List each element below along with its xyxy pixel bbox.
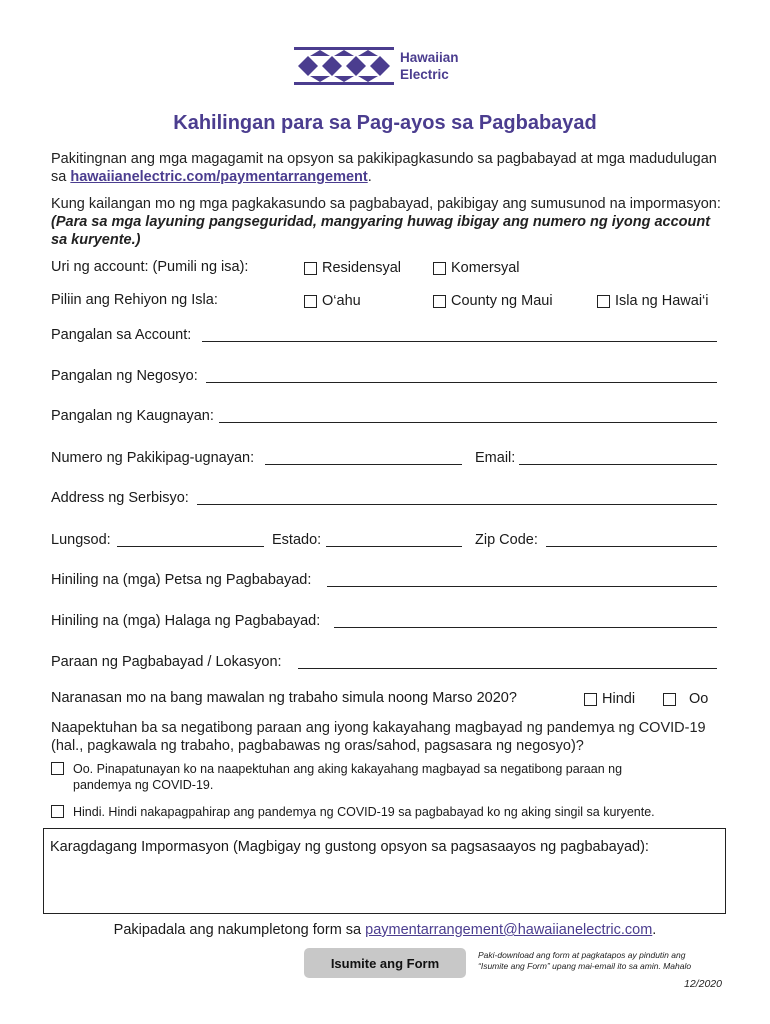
send-email-link[interactable]: paymentarrangement@hawaiianelectric.com bbox=[365, 922, 653, 938]
email-label: Email: bbox=[475, 450, 516, 466]
commercial-label: Komersyal bbox=[451, 260, 520, 276]
checkbox-icon[interactable] bbox=[433, 262, 446, 275]
account-name-label: Pangalan sa Account: bbox=[51, 327, 192, 343]
email-input[interactable] bbox=[519, 451, 717, 465]
covid-question: Naapektuhan ba sa negatibong paraan ang iyong kakayahang magbayad ng pandemya ng COVID-19 (hal., pagkawala ng trabaho, pagbabawas ng oras/sahod, pagsasara ng negosyo)? bbox=[51, 720, 706, 754]
requested-amounts-input[interactable] bbox=[334, 614, 717, 628]
hawaii-island-checkbox[interactable] bbox=[597, 293, 709, 309]
job-loss-yes-checkbox[interactable] bbox=[663, 691, 708, 707]
revision-date: 12/2020 bbox=[684, 978, 722, 990]
maui-county-checkbox[interactable] bbox=[433, 293, 553, 309]
business-name-label: Pangalan ng Negosyo: bbox=[51, 368, 198, 384]
maui-label: County ng Maui bbox=[451, 293, 553, 309]
covid-yes-label: Oo. Pinapatunayan ko na naapektuhan ang aking kakayahang magbayad sa negatibong paraan ng pandemya ng COVID-19. bbox=[73, 762, 623, 792]
city-input[interactable] bbox=[117, 533, 264, 547]
page-title: Kahilingan para sa Pag-ayos sa Pagbabayad bbox=[173, 112, 597, 134]
instructions-paragraph bbox=[51, 195, 721, 249]
contact-number-label: Numero ng Pakikipag-ugnayan: bbox=[51, 450, 255, 466]
state-label: Estado: bbox=[272, 532, 322, 548]
send-instructions bbox=[0, 922, 770, 938]
intro-paragraph bbox=[51, 150, 721, 186]
checkbox-icon[interactable] bbox=[51, 762, 64, 775]
checkbox-icon[interactable] bbox=[51, 805, 64, 818]
zip-input[interactable] bbox=[546, 533, 717, 547]
additional-info-textarea[interactable] bbox=[43, 828, 726, 914]
checkbox-icon[interactable] bbox=[584, 693, 597, 706]
island-label: Piliin ang Rehiyon ng Isla: bbox=[51, 292, 218, 308]
job-loss-no-label: Hindi bbox=[602, 691, 636, 707]
job-loss-no-checkbox[interactable] bbox=[584, 691, 635, 707]
payment-method-input[interactable] bbox=[298, 655, 717, 669]
job-loss-yes-label: Oo bbox=[689, 691, 709, 707]
requested-amounts-label: Hiniling na (mga) Halaga ng Pagbabayad: bbox=[51, 613, 321, 629]
contact-number-input[interactable] bbox=[265, 451, 462, 465]
payment-method-label: Paraan ng Pagbabayad / Lokasyon: bbox=[51, 654, 282, 670]
submit-note-line-1: Paki-download ang form at pagkatapos ay pindutin ang bbox=[478, 950, 686, 960]
payment-arrangement-link[interactable]: hawaiianelectric.com/paymentarrangement bbox=[70, 169, 368, 185]
checkbox-icon[interactable] bbox=[433, 295, 446, 308]
security-note: (Para sa mga layuning pangseguridad, mangyaring huwag ibigay ang numero ng iyong account sa kuryente.) bbox=[51, 214, 711, 248]
account-name-input[interactable] bbox=[202, 328, 717, 342]
job-loss-question: Naranasan mo na bang mawalan ng trabaho simula noong Marso 2020? bbox=[51, 690, 517, 706]
hawaiian-electric-logo-icon bbox=[294, 40, 494, 90]
state-input[interactable] bbox=[326, 533, 462, 547]
requested-dates-label: Hiniling na (mga) Petsa ng Pagbabayad: bbox=[51, 572, 312, 588]
send-end: . bbox=[652, 922, 657, 938]
city-label: Lungsod: bbox=[51, 532, 111, 548]
submit-note bbox=[478, 950, 691, 972]
covid-no-label: Hindi. Hindi nakapagpahirap ang pandemya ng COVID-19 sa pagbabayad ko ng aking singil sa kuryente. bbox=[73, 805, 655, 819]
checkbox-icon[interactable] bbox=[304, 295, 317, 308]
instructions-text: Kung kailangan mo ng mga pagkakasundo sa pagbabayad, pakibigay ang sumusunod na impormasyon: bbox=[51, 196, 721, 212]
island-row bbox=[51, 292, 721, 312]
residential-label: Residensyal bbox=[322, 260, 401, 276]
account-type-row bbox=[51, 259, 721, 279]
oahu-label: O‘ahu bbox=[322, 293, 361, 309]
contact-name-input[interactable] bbox=[219, 409, 717, 423]
business-name-input[interactable] bbox=[206, 369, 717, 383]
brand-line-2: Electric bbox=[400, 67, 449, 82]
hawaii-label: Isla ng Hawai‘i bbox=[615, 293, 709, 309]
job-loss-row bbox=[51, 690, 721, 710]
zip-label: Zip Code: bbox=[475, 532, 538, 548]
submit-note-line-2: “Isumite ang Form” upang mai-email ito sa amin. Mahalo bbox=[478, 961, 692, 971]
contact-name-label: Pangalan ng Kaugnayan: bbox=[51, 408, 214, 424]
service-address-input[interactable] bbox=[197, 491, 717, 505]
oahu-checkbox[interactable] bbox=[304, 293, 361, 309]
account-type-label: Uri ng account: (Pumili ng isa): bbox=[51, 259, 249, 275]
covid-yes-checkbox[interactable] bbox=[51, 761, 721, 793]
checkbox-icon[interactable] bbox=[663, 693, 676, 706]
brand-name bbox=[400, 49, 459, 83]
additional-info-label: Karagdagang Impormasyon (Magbigay ng gustong opsyon sa pagsasaayos ng pagbabayad): bbox=[50, 839, 649, 855]
intro-end: . bbox=[367, 169, 372, 185]
send-text: Pakipadala ang nakumpletong form sa bbox=[113, 922, 366, 938]
covid-no-checkbox[interactable] bbox=[51, 804, 721, 820]
commercial-checkbox[interactable] bbox=[433, 260, 520, 276]
intro-text: Pakitingnan ang mga magagamit na opsyon sa pakikipagkasundo sa pagbabayad at mga madudulugan sa bbox=[51, 151, 717, 185]
brand-line-1: Hawaiian bbox=[400, 50, 459, 65]
residential-checkbox[interactable] bbox=[304, 260, 401, 276]
submit-form-button[interactable]: Isumite ang Form bbox=[304, 948, 466, 978]
requested-dates-input[interactable] bbox=[327, 573, 717, 587]
service-address-label: Address ng Serbisyo: bbox=[51, 490, 189, 506]
checkbox-icon[interactable] bbox=[304, 262, 317, 275]
checkbox-icon[interactable] bbox=[597, 295, 610, 308]
